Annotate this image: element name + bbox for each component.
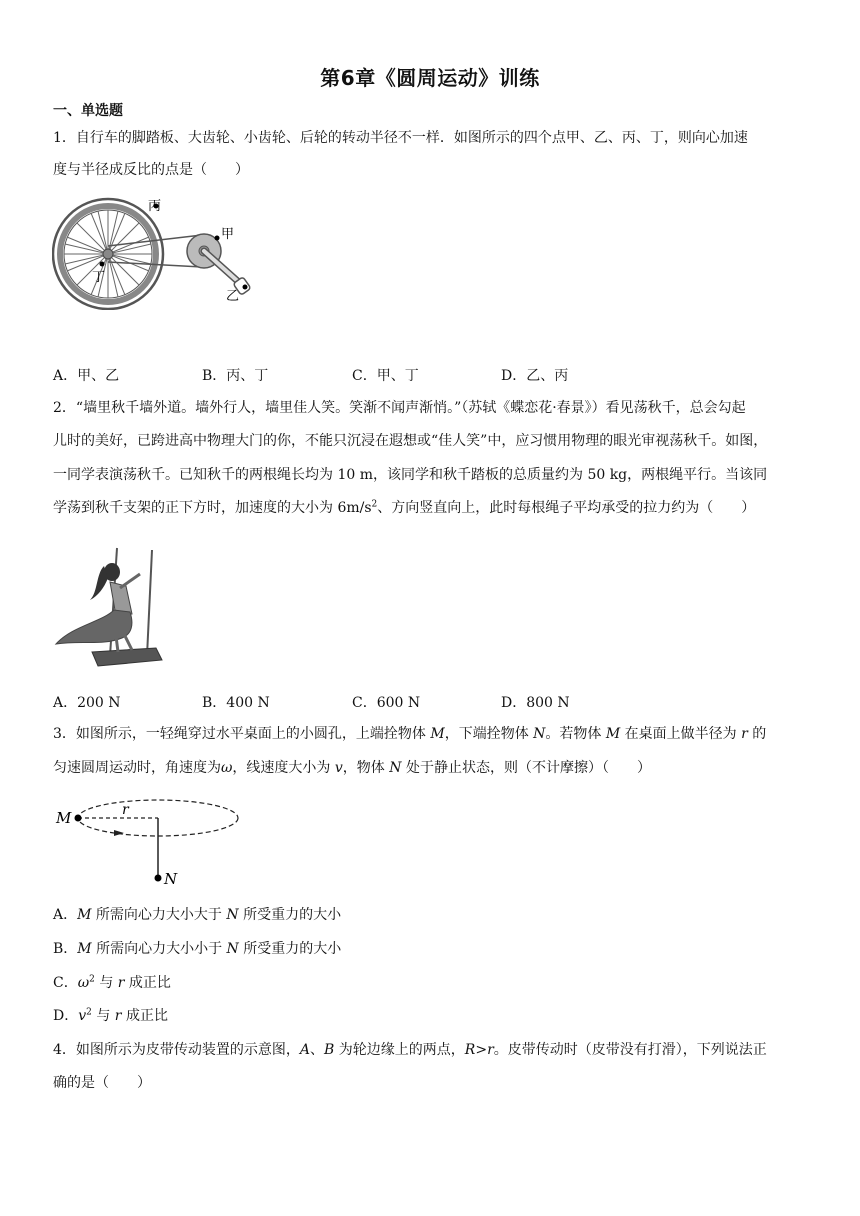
q1-text-line-1: 1．自行车的脚踏板、大齿轮、小齿轮、后轮的转动半径不一样．如图所示的四个点甲、乙、丙、丁，则向心加速 <box>53 130 748 146</box>
q2-option-b[interactable]: B．400 N <box>202 695 270 711</box>
bicycle-gear-figure <box>52 192 272 310</box>
q1-options <box>53 365 753 385</box>
q3-option-b[interactable]: B．M 所需向心力大小小于 N 所受重力的大小 <box>53 941 342 957</box>
label-m: M <box>56 809 72 827</box>
q1-option-d[interactable]: D．乙、丙 <box>501 368 569 384</box>
q1-option-c[interactable]: C．甲、丁 <box>352 368 419 384</box>
q2-options <box>53 692 753 712</box>
q2-option-c[interactable]: C．600 N <box>352 695 421 711</box>
q3-option-c[interactable]: C．$\omega^2$ 与 r 成正比 <box>53 974 171 991</box>
swing-seat <box>92 648 162 666</box>
q1-text-line-2: 度与半径成反比的点是（ ） <box>53 162 249 178</box>
q3-option-d[interactable]: D．$v^2$ 与 r 成正比 <box>53 1007 168 1024</box>
object-n-dot <box>155 875 162 882</box>
point-yi-dot <box>243 285 248 290</box>
q2-text-line-4: 学荡到秋千支架的正下方时，加速度的大小为 $6m/s^2$、方向竖直向上，此时每根绳子平均承受的拉力约为（ ） <box>53 499 756 516</box>
object-m-dot <box>75 815 82 822</box>
q2-text-line-2: 儿时的美好，已跨进高中物理大门的你，不能只沉浸在遐想或“佳人笑”中，应习惯用物理的眼光审视荡秋千。如图， <box>53 433 768 449</box>
label-bing: 丙 <box>148 199 162 214</box>
q2-text-line-1: 2．“墙里秋千墙外道。墙外行人，墙里佳人笑。笑渐不闻声渐悄。”（苏轼《蝶恋花·春景》）看见荡秋千，总会勾起 <box>53 400 746 416</box>
q2-option-d[interactable]: D．800 N <box>501 695 570 711</box>
q1-option-a[interactable]: A．甲、乙 <box>53 368 120 384</box>
label-ding: 丁 <box>92 270 106 285</box>
q3-text-line-2: 匀速圆周运动时，角速度为ω，线速度大小为 v，物体 N 处于静止状态，则（不计摩擦）（ ） <box>53 760 651 776</box>
q3-text-line-1: 3．如图所示，一轻绳穿过水平桌面上的小圆孔，上端拴物体 M，下端拴物体 N。若物体 M 在桌面上做半径为 r 的 <box>53 726 767 742</box>
q1-option-b[interactable]: B．丙、丁 <box>202 368 269 384</box>
swing-figure <box>52 544 164 676</box>
q3-option-a[interactable]: A．M 所需向心力大小大于 N 所受重力的大小 <box>53 907 342 923</box>
q2-text-line-3: 一同学表演荡秋千。已知秋千的两根绳长均为 10 m，该同学和秋千踏板的总质量约为 50 kg，两根绳平行。当该同 <box>53 467 768 483</box>
direction-arrow <box>114 830 124 836</box>
q4-text-line-2: 确的是（ ） <box>53 1075 151 1091</box>
point-ding-dot <box>100 262 105 267</box>
girl-silhouette <box>56 563 140 652</box>
label-n: N <box>164 870 178 888</box>
point-jia-dot <box>215 236 220 241</box>
q2-option-a[interactable]: A．200 N <box>53 695 121 711</box>
page-title: 第6章《圆周运动》训练 <box>320 66 540 90</box>
circular-motion-figure <box>52 796 242 888</box>
section-heading: 一、单选题 <box>53 103 123 119</box>
label-r: r <box>122 802 129 818</box>
rear-wheel <box>53 199 163 309</box>
label-yi: 乙 <box>226 289 240 304</box>
label-jia: 甲 <box>221 227 235 242</box>
q4-text-line-1: 4．如图所示为皮带传动装置的示意图，A、B 为轮边缘上的两点，R>r。皮带传动时（皮带没有打滑），下列说法正 <box>53 1042 767 1058</box>
